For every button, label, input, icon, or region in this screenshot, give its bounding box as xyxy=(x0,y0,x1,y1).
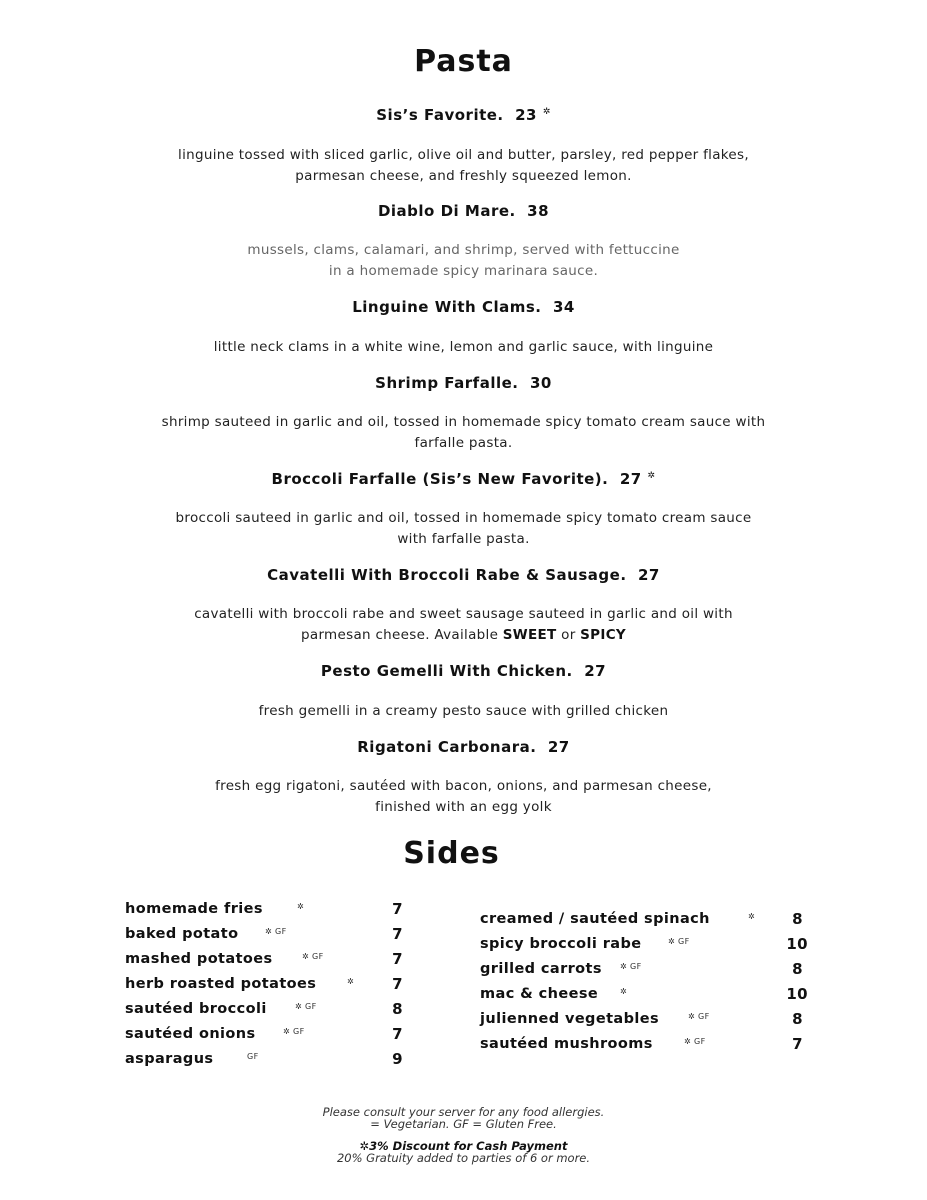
allergy-note: Please consult your server for any food allergies. = Vegetarian. GF = Gluten Free. xyxy=(322,1105,605,1131)
dish-name: Broccoli Farfalle (Sis’s New Favorite). 27 ✲ xyxy=(271,470,656,488)
side-item: creamed / sautéed spinach ✲ 8 xyxy=(480,910,803,928)
side-item: homemade fries ✲ 7 xyxy=(125,900,403,918)
side-item: sautéed mushrooms ✲ GF 7 xyxy=(480,1035,803,1053)
dish-description: shrimp sauteed in garlic and oil, tossed in homemade spicy tomato cream sauce with farfalle pasta. xyxy=(161,414,766,451)
dish-name: Pesto Gemelli With Chicken. 27 xyxy=(320,662,607,680)
dish-name: Rigatoni Carbonara. 27 xyxy=(357,738,570,756)
dish-description: cavatelli with broccoli rabe and sweet sausage sauteed in garlic and oil with parmesan cheese. Available SWEET or SPICY xyxy=(194,606,733,643)
dish-description: little neck clams in a white wine, lemon and garlic sauce, with linguine xyxy=(213,339,714,355)
payment-note: ✲3% Discount for Cash Payment 20% Gratuity added to parties of 6 or more. xyxy=(336,1139,591,1165)
pasta-section-title: Pasta xyxy=(414,44,513,79)
dish-name: Shrimp Farfalle. 30 xyxy=(375,374,552,392)
cash-discount-note: ✲3% Discount for Cash Payment xyxy=(359,1139,568,1153)
dish-description: fresh gemelli in a creamy pesto sauce with grilled chicken xyxy=(258,703,669,719)
side-item: herb roasted potatoes ✲ 7 xyxy=(125,975,403,993)
dish-description: mussels, clams, calamari, and shrimp, served with fettuccine in a homemade spicy marinara sauce. xyxy=(247,242,680,279)
dish-description: linguine tossed with sliced garlic, olive oil and butter, parsley, red pepper flakes, parmesan cheese, and freshly squeezed lemon. xyxy=(178,147,749,184)
side-item: julienned vegetables ✲ GF 8 xyxy=(480,1010,803,1028)
sides-section-title: Sides xyxy=(403,836,500,871)
vegetarian-icon: ✲ xyxy=(647,471,656,481)
side-item: mashed potatoes ✲ GF 7 xyxy=(125,950,403,968)
dish-description: broccoli sauteed in garlic and oil, tossed in homemade spicy tomato cream sauce with farfalle pasta. xyxy=(175,510,752,547)
side-item: sautéed broccoli ✲ GF 8 xyxy=(125,1000,403,1018)
side-item: mac & cheese ✲ 10 xyxy=(480,985,808,1003)
side-item: baked potato ✲ GF 7 xyxy=(125,925,403,943)
dish-name: Cavatelli With Broccoli Rabe & Sausage. 27 xyxy=(267,566,660,584)
option-sweet: SWEET xyxy=(502,627,557,643)
side-item: asparagus GF 9 xyxy=(125,1050,403,1068)
side-item: grilled carrots ✲ GF 8 xyxy=(480,960,803,978)
dish-name: Diablo Di Mare. 38 xyxy=(377,202,550,220)
option-spicy: SPICY xyxy=(580,627,626,643)
side-item: sautéed onions ✲ GF 7 xyxy=(125,1025,403,1043)
vegetarian-icon: ✲ xyxy=(542,107,551,117)
dish-name: Linguine With Clams. 34 xyxy=(352,298,575,316)
dish-name: Sis’s Favorite. 23 ✲ xyxy=(376,106,551,124)
side-item: spicy broccoli rabe ✲ GF 10 xyxy=(480,935,808,953)
dish-description: fresh egg rigatoni, sautéed with bacon, onions, and parmesan cheese, finished with an egg yolk xyxy=(215,778,712,815)
